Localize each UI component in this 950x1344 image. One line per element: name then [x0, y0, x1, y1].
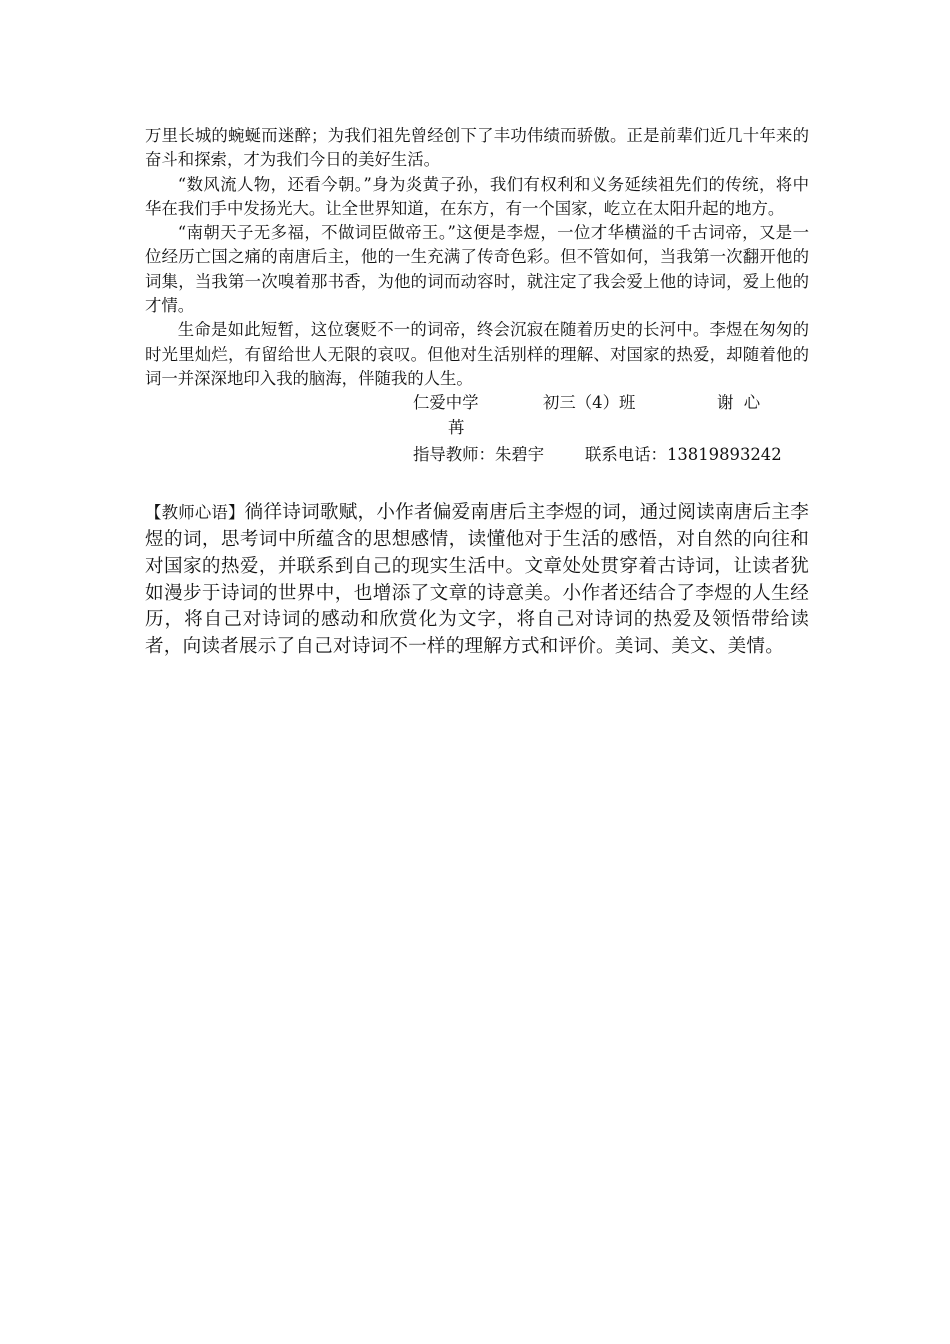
school-name: 仁爱中学 — [413, 393, 479, 413]
signature-line-2 — [145, 416, 809, 440]
signature-line-1 — [145, 391, 809, 415]
essay-paragraph-4: 生命是如此短暂，这位褒贬不一的词帝，终会沉寂在随着历史的长河中。李煜在匆匆的时光里灿烂，有留给世人无限的哀叹。但他对生活别样的理解、对国家的热爱，却随着他的词一并深深地印入我的脑海，伴随我的人生。 — [145, 320, 809, 388]
essay-paragraph-2: “数风流人物，还看今朝。”身为炎黄子孙，我们有权利和义务延续祖先们的传统，将中华在我们手中发扬光大。让全世界知道，在东方，有一个国家，屹立在太阳升起的地方。 — [145, 174, 809, 218]
author-name: 谢 心 — [717, 393, 761, 413]
teacher-comment — [145, 500, 809, 661]
teacher-comment-tag: 【教师心语】 — [145, 503, 245, 523]
author-name-continued: 苒 — [448, 417, 465, 437]
advisor-name: 指导教师：朱碧宇 — [413, 444, 545, 464]
essay-paragraph-3: “南朝天子无多福，不做词臣做帝王。”这便是李煜，一位才华横溢的千古词帝，又是一位经历亡国之痛的南唐后主，他的一生充满了传奇色彩。但不管如何，当我第一次翻开他的词集，当我第一次嗅着那书香，为他的词而动容时，就注定了我会爱上他的诗词，爱上他的才情。 — [145, 223, 809, 316]
teacher-comment-text: 徜徉诗词歌赋，小作者偏爱南唐后主李煜的词，通过阅读南唐后主李煜的词，思考词中所蕴含的思想感情，读懂他对于生活的感悟，对自然的向往和对国家的热爱，并联系到自己的现实生活中。文章处处贯穿着古诗词，让读者犹如漫步于诗词的世界中，也增添了文章的诗意美。小作者还结合了李煜的人生经历，将自己对诗词的感动和欣赏化为文字，将自己对诗词的热爱及领悟带给读者，向读者展示了自己对诗词不一样的理解方式和评价。美词、美文、美情。 — [145, 502, 809, 658]
essay-paragraph-1: 万里长城的蜿蜒而迷醉；为我们祖先曾经创下了丰功伟绩而骄傲。正是前辈们近几十年来的奋斗和探索，才为我们今日的美好生活。 — [145, 126, 809, 170]
signature-line-3 — [145, 443, 809, 467]
contact-phone: 联系电话：13819893242 — [585, 444, 782, 464]
document-page — [145, 124, 809, 680]
class-name: 初三（4）班 — [543, 393, 636, 413]
